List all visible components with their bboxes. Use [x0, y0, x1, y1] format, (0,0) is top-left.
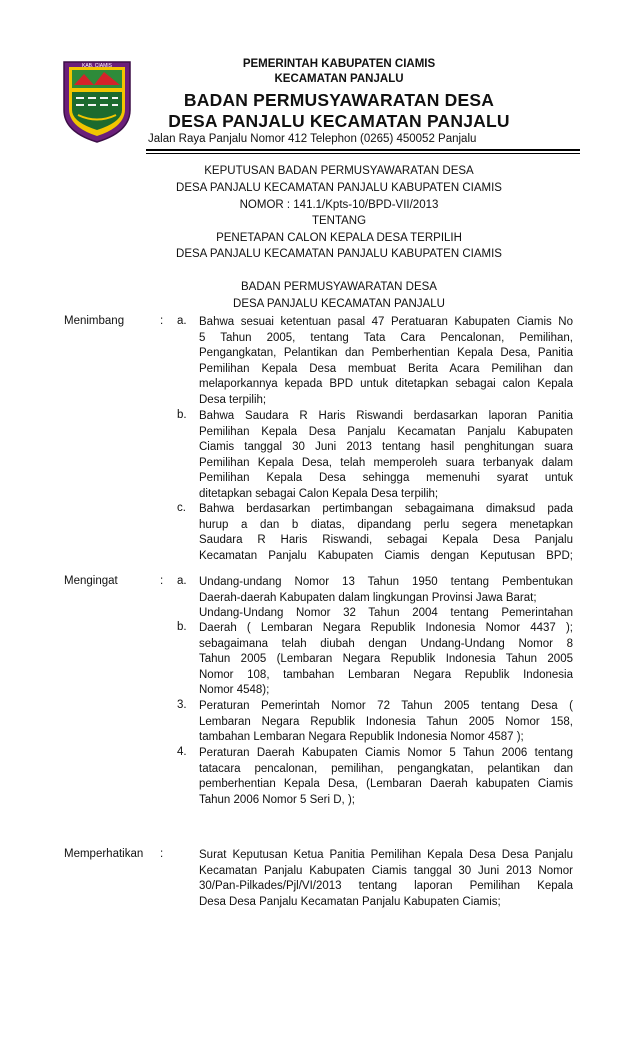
decision-number: NOMOR : 141.1/Kpts-10/BPD-VII/2013: [239, 199, 439, 211]
text-line: Surat Keputusan Ketua Panitia Pemilihan Kepala Desa Desa Panjalu: [199, 849, 573, 861]
section-label-memperhatikan: Memperhatikan: [64, 848, 144, 860]
menimbang-item-c: [199, 502, 573, 564]
text-line: Desa terpilih;: [199, 393, 267, 406]
section-label-mengingat: Mengingat: [64, 575, 118, 587]
text-line: ditetapkan sebagai Calon Kepala Desa terpilih;: [199, 487, 439, 500]
section-colon: :: [160, 575, 164, 587]
list-marker: c.: [177, 502, 186, 514]
decision-title-line-2: DESA PANJALU KECAMATAN PANJALU KABUPATEN CIAMIS: [176, 182, 502, 194]
letterhead-rule: [146, 149, 580, 151]
text-line: Kecamatan Panjalu Kabupaten Ciamis dengan Keputusan BPD;: [199, 549, 573, 562]
issuer-line-2: DESA PANJALU KECAMATAN PANJALU: [233, 298, 445, 310]
text-line: Saudara R Haris Riswandi, sebagai Kepala Desa Panjalu: [199, 534, 573, 547]
text-line: Bahwa sesuai ketentuan pasal 47 Peratuaran Kabupaten Ciamis No: [199, 316, 573, 328]
text-line: Undang-undang Nomor 13 Tahun 1950 tentang Pembentukan: [199, 576, 573, 588]
decision-subject-line-1: PENETAPAN CALON KEPALA DESA TERPILIH: [216, 232, 462, 244]
text-line: Tahun 2005 (Lembaran Negara Republik Indonesia Tahun 2005: [199, 653, 573, 666]
letterhead-line-2: KECAMATAN PANJALU: [274, 73, 404, 85]
mengingat-item-b: [199, 621, 573, 699]
letterhead-subtitle: DESA PANJALU KECAMATAN PANJALU: [168, 111, 510, 131]
text-line: tatacara pencalonan, pemilihan, pengangkatan, pelantikan dan: [199, 762, 573, 775]
text-line: Pemilihan Kepala Desa, telah memperoleh suara terbanyak dalam: [199, 456, 573, 469]
decision-title-line-1: KEPUTUSAN BADAN PERMUSYAWARATAN DESA: [204, 165, 474, 177]
section-label-menimbang: Menimbang: [64, 315, 125, 327]
text-line: Bahwa Saudara R Haris Riswandi berdasarkan laporan Panitia: [199, 410, 573, 422]
text-line: Kecamatan Panjalu Kabupaten Ciamis tanggal 30 Juni 2013 Nomor: [199, 864, 573, 877]
list-marker: 4.: [177, 746, 187, 758]
mengingat-item-a: [199, 575, 573, 622]
list-marker: a.: [177, 575, 187, 587]
text-line: Pemilihan Kepala Desa sehingga memenuhi syarat untuk: [199, 472, 573, 485]
decision-subject-line-2: DESA PANJALU KECAMATAN PANJALU KABUPATEN CIAMIS: [176, 248, 502, 260]
text-line: Pemilihan Kepala Desa membuat Berita Acara Pemilihan dan: [199, 362, 573, 375]
text-line: Bahwa berdasarkan pertimbangan sebagaimana dimaksud pada: [199, 503, 573, 515]
logo-text: KAB. CIAMIS: [81, 63, 113, 69]
letterhead-title: BADAN PERMUSYAWARATAN DESA: [183, 90, 495, 110]
section-colon: :: [160, 315, 164, 327]
text-line: Nomor 108, tambahan Lembaran Negara Republik Indonesia: [199, 668, 573, 681]
text-line: Undang-Undang Nomor 32 Tahun 2004 tentang Pemerintahan: [199, 607, 573, 620]
text-line: Lembaran Negara Republik Indonesia Tahun 2005 Nomor 158,: [199, 715, 573, 728]
decision-about: TENTANG: [311, 215, 367, 227]
text-line: pemberhentian Kepala Desa, (Lembaran Daerah kabupaten Ciamis: [199, 778, 573, 791]
list-marker: b.: [177, 409, 187, 421]
mengingat-item-3: [199, 699, 573, 746]
text-line: Nomor 4548);: [199, 684, 270, 697]
list-marker: b.: [177, 621, 187, 633]
text-line: melaporkannya kepada BPD untuk ditetapkan sebagai calon Kepala: [199, 378, 573, 391]
memperhatikan-text: [199, 848, 573, 910]
ciamis-regency-logo-icon: [60, 58, 134, 144]
text-line: Ciamis tanggal 30 Juni 2013 tentang hasil penghitungan suara: [199, 441, 573, 454]
text-line: Peraturan Pemerintah Nomor 72 Tahun 2005 tentang Desa (: [199, 700, 573, 712]
text-line: hurup a dan b diatas, dipandang perlu segera menetapkan: [199, 518, 573, 531]
text-line: tambahan Lembaran Negara Republik Indonesia Nomor 4587 );: [199, 731, 524, 744]
text-line: Desa Desa Panjalu Kecamatan Panjalu Kabupaten Ciamis;: [199, 895, 501, 908]
list-marker: 3.: [177, 699, 187, 711]
menimbang-item-b: [199, 409, 573, 503]
section-colon: :: [160, 848, 164, 860]
list-marker: a.: [177, 315, 187, 327]
text-line: Pemilihan Kepala Desa Panjalu Kecamatan Panjalu Kabupaten: [199, 425, 573, 438]
text-line: 5 Tahun 2005, tentang Tata Cara Pencalonan, Pemilihan,: [199, 331, 573, 344]
issuer-line-1: BADAN PERMUSYAWARATAN DESA: [241, 281, 437, 293]
letterhead-address: Jalan Raya Panjalu Nomor 412 Telephon (0265) 450052 Panjalu: [148, 133, 477, 145]
text-line: sebagaimana telah diubah dengan Undang-Undang Nomor 8: [199, 637, 573, 650]
text-line: Daerah-daerah Kabupaten dalam lingkungan Provinsi Jawa Barat;: [199, 591, 537, 604]
text-line: 30/Pan-Pilkades/Pjl/VI/2013 tentang laporan Pemilihan Kepala: [199, 880, 573, 893]
text-line: Tahun 2006 Nomor 5 Seri D, );: [199, 793, 355, 806]
text-line: Daerah ( Lembaran Negara Republik Indonesia Nomor 4437 );: [199, 622, 573, 634]
mengingat-item-4: [199, 746, 573, 808]
letterhead-line-1: PEMERINTAH KABUPATEN CIAMIS: [242, 58, 436, 70]
text-line: Peraturan Daerah Kabupaten Ciamis Nomor 5 Tahun 2006 tentang: [199, 747, 573, 759]
letterhead-rule-thin: [146, 153, 580, 154]
menimbang-item-a: [199, 315, 573, 409]
text-line: Pengangkatan, Pelantikan dan Pemberhentian Kepala Desa, Panitia: [199, 347, 573, 360]
